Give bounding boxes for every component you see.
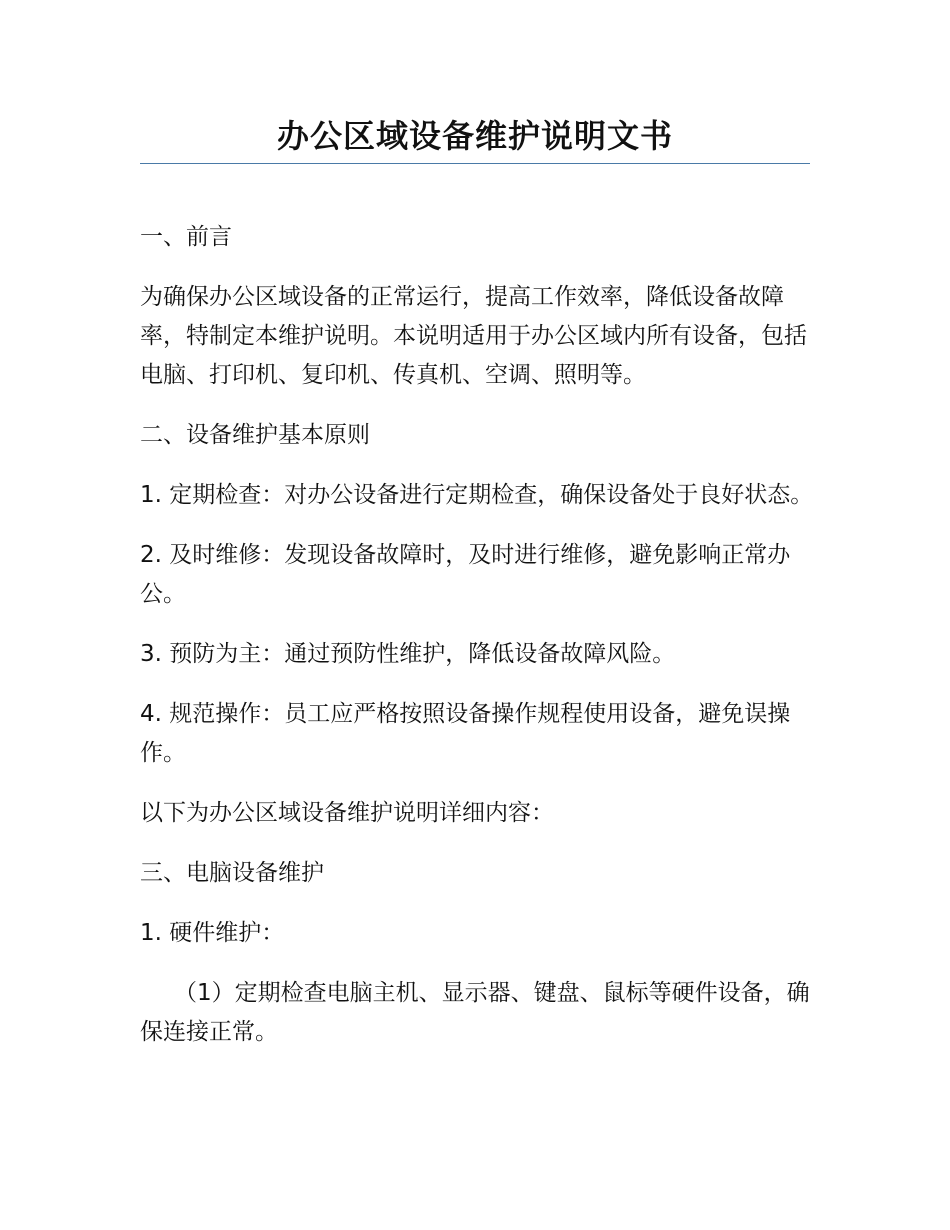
principle-item: 4. 规范操作：员工应严格按照设备操作规程使用设备，避免误操作。 <box>140 701 791 766</box>
document-body <box>140 218 820 1073</box>
title-underline <box>140 163 810 164</box>
intro-paragraph: 以下为办公区域设备维护说明详细内容： <box>140 800 554 826</box>
subsection-heading-hardware: 1. 硬件维护： <box>140 920 285 946</box>
hardware-item: （1）定期检查电脑主机、显示器、键盘、鼠标等硬件设备，确保连接正常。 <box>140 980 810 1045</box>
document-title: 办公区域设备维护说明文书 <box>276 117 673 155</box>
principle-item: 3. 预防为主：通过预防性维护，降低设备故障风险。 <box>140 641 676 667</box>
section-heading-computer: 三、电脑设备维护 <box>140 860 324 886</box>
principle-item: 1. 定期检查：对办公设备进行定期检查，确保设备处于良好状态。 <box>140 482 814 508</box>
section-heading-preface: 一、前言 <box>140 224 232 250</box>
section-heading-principles: 二、设备维护基本原则 <box>140 422 370 448</box>
preface-paragraph: 为确保办公区域设备的正常运行，提高工作效率，降低设备故障率，特制定本维护说明。本说明适用于办公区域内所有设备，包括电脑、打印机、复印机、传真机、空调、照明等。 <box>140 284 807 388</box>
principle-item: 2. 及时维修：发现设备故障时，及时进行维修，避免影响正常办公。 <box>140 542 791 607</box>
